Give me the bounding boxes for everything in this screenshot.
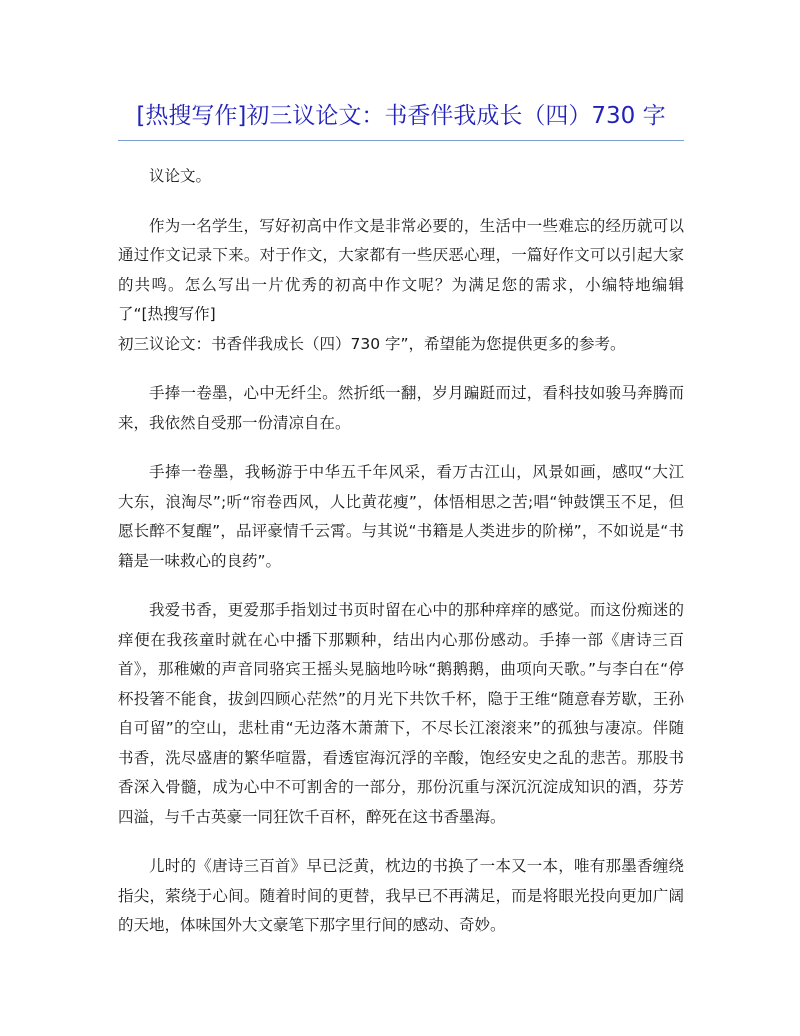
paragraph-childhood: 儿时的《唐诗三百首》早已泛黄，枕边的书换了一本又一本，唯有那墨香缠绕指尖，萦绕于心间。随着时间的更替，我早已不再满足，而是将眼光投向更加广阔的天地，体味国外大文豪笔下那字里行间的感动、奇妙。 (118, 857, 684, 934)
paragraph-classics: 手捧一卷墨，我畅游于中华五千年风采，看万古江山，风景如画，感叹“大江大东，浪淘尽”;听“帘卷西风，人比黄花瘦”，体悟相思之苦;唱“钟鼓馔玉不足，但愿长醉不复醒”，品评豪情千云霄。与其说“书籍是人类进步的阶梯”，不如说是“书籍是一味救心的良药”。 (118, 463, 684, 570)
paragraph-tang-poems: 我爱书香，更爱那手指划过书页时留在心中的那种痒痒的感觉。而这份痴迷的痒便在我孩童时就在心中播下那颗种，结出内心那份感动。手捧一部《唐诗三百首》，那稚嫩的声音同骆宾王摇头晃脑地吟咏“鹅鹅鹅，曲项向天歌。”与李白在“停杯投箸不能食，拔剑四顾心茫然”的月光下共饮千杯，隐于王维“随意春芳歇，王孙自可留”的空山，悲杜甫“无边落木萧萧下，不尽长江滚滚来”的孤独与凄凉。伴随书香，洗尽盛唐的繁华喧嚣，看透宦海沉浮的辛酸，饱经安史之乱的悲苦。那股书香深入骨髓，成为心中不可割舍的一部分，那份沉重与深沉沉淀成知识的酒，芬芳四溢，与千古英豪一同狂饮千百杯，醉死在这书香墨海。 (118, 601, 684, 826)
title-divider (118, 140, 684, 141)
paragraph-intro: 作为一名学生，写好初高中作文是非常必要的，生活中一些难忘的经历就可以通过作文记录下来。对于作文，大家都有一些厌恶心理，一篇好作文可以引起大家的共鸣。怎么写出一片优秀的初高中作文呢？为满足您的需求，小编特地编辑了“[热搜写作] (118, 216, 684, 323)
paragraph-genre: 议论文。 (149, 167, 212, 185)
paragraph-opening: 手捧一卷墨，心中无纤尘。然折纸一翻，岁月蹁跹而过，看科技如骏马奔腾而来，我依然自受那一份清凉自在。 (118, 384, 684, 432)
article-body (118, 162, 684, 961)
article-title: [热搜写作]初三议论文：书香伴我成长（四）730 字 (136, 103, 666, 129)
paragraph-intro-continued: 初三议论文：书香伴我成长（四）730 字”，希望能为您提供更多的参考。 (118, 334, 626, 353)
